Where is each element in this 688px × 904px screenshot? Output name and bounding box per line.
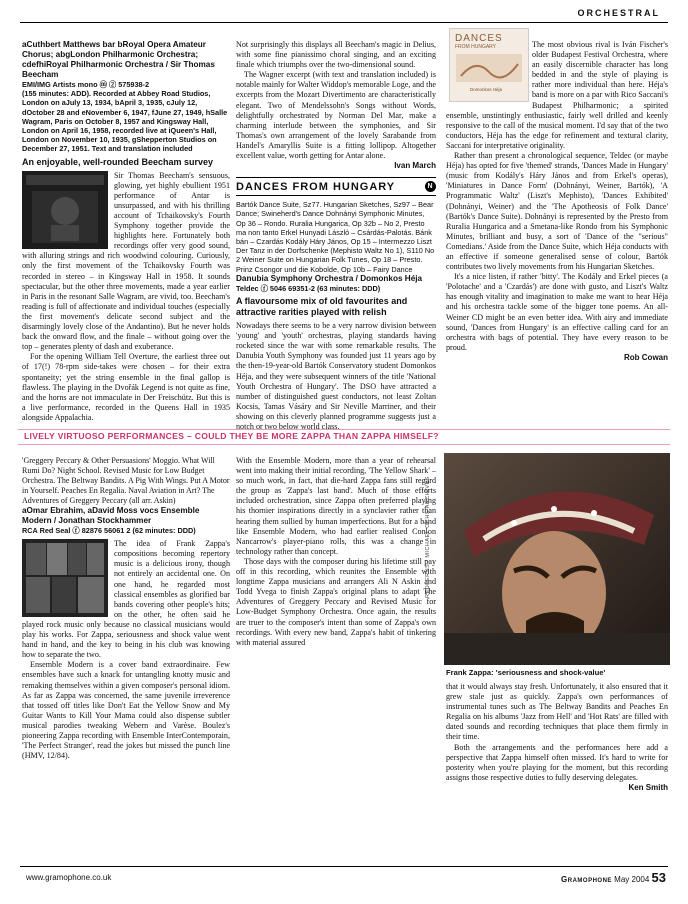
footer-magazine: Gramophone bbox=[561, 875, 612, 884]
dances-title: DANCES FROM HUNGARY bbox=[236, 180, 396, 193]
zappa-para-2a: Ensemble Modern is a cover band extraordinaire. Few ensembles have such a knack for untangling knotty music and remaking themselves within a given composer's personal idiom. As far as Zappa was concerned, the same juvenile irreverence that tossed off titles like Don't Eat the Yellow Snow and My Guitar Wants to Kill Your Mama could also dispense subtler musical parodies tweaking Webern and Varèse. Boulez's pioneering Zappa recording with Ensemble InterContemporain, 'The Perfect Stranger', read the jokes but missed the punch line (HMV, 12/84). bbox=[22, 660, 230, 761]
dances-works: Bartók Dance Suite, Sz77. Hungarian Sketches, Sz97 – Bear Dance; Swineherd's Dance Dohnányi Symphonic Minutes, Op 36 – Rondo. Ruralia Hungarica, Op 32b – No 2, Presto ma non tanto Erkel Hunyadi László – Csárdás-Palotás. Bánk bán – Czardás Kodály Háry János, Op 15 – Intermezzo Liszt Der Tanz in der Dorfschenke (Mephisto Waltz No 1), S110 No 2 Weiner Suite on Hungarian Folk Tunes, Op 18 – Presto. Prinz Csongor und die Kobolde, Op 10b – Fairy Dance bbox=[236, 200, 435, 274]
cover-title: DANCES bbox=[455, 33, 503, 44]
zappa-column-2 bbox=[236, 456, 436, 648]
beecham-album-cover bbox=[22, 171, 108, 249]
top-rule bbox=[20, 22, 668, 23]
zappa-catalogue: RCA Red Seal ⓕ 82876 56061 2 (62 minutes: DDD) bbox=[22, 526, 196, 535]
dances-performers: Danubia Symphony Orchestra / Domonkos Héja bbox=[236, 273, 423, 283]
column-2 bbox=[236, 40, 436, 432]
dances-catalogue: Teldec ⓕ 5046 69351-2 (63 minutes: DDD) bbox=[236, 283, 381, 293]
beecham-para-1: Sir Thomas Beecham's sensuous, glowing, yet highly ebullient 1951 performance of Antar is unsurpassed, and with his thrilling account of Tchaikovsky's Fourth Symphony together provide the highlights here. Fortunately both recordings offer very good sound, with alluring strings and rich woodwind colouring. Curiously, only the first movement of the Tchaikovsky Fourth was recorded in stereo – in Kingsway Hall in 1958. It sounds spectacular, but the other three movements, made a year earlier in Paris in the resonant Salle Wagram, are vivid, too. Beecham's reading is full of affectionate and individual touches (especially the first movement's delicate second subject and the disarmingly lovely close of the Andantino). But he never holds back the onward flow, and the finale – without going over the top – generates plenty of dash and exuberance. bbox=[22, 170, 230, 352]
zappa-para-6: Both the arrangements and the performances here add a perspective that Zappa himself often missed. It's hard to write for posterity when you're playing for the moment, but this recording assigns those respective duties to fully deserving delegates. bbox=[446, 742, 668, 782]
beecham-review bbox=[22, 40, 230, 423]
section-running-head: ORCHESTRAL bbox=[577, 8, 660, 18]
beecham-para-3: Not surprisingly this displays all Beecham's magic in Delius, with some fine pianissimo choral singing, and an exciting finale which triumphs over the two-dimensional sound. bbox=[236, 40, 436, 70]
dances-para-1: Nowadays there seems to be a very narrow division between 'young' and 'youth' orchestras, playing standards having rocketed since the war with some remarkable results. The Danubia Youth Symphony was founded just 11 years ago by the then-19-year-old Bartók Conservatory student Domonkos Héja, and they were subsequent winners of the title 'National Youth Orchestra of Hungary'. The DSO have attracted a number of distinguished guest conductors, not least Zoltan Kocsis, Tamas Vásáry and Sir Neville Marriner, and their showing on this cleverly planned programme suggests just a notch or two below world class. bbox=[236, 321, 436, 431]
dances-para-2: The most obvious rival is Iván Fischer's older Budapest Festival Orchestra, where an easily discernible character has long bedded in and the style of playing is rather more individual than here. Héja's band is more on a par with Rico Saccani's Budapest Philharmonic; a spirited ensemble, unstintingly enthusiastic, fairly well drilled and keenly responsive to the call of the musical moment. I'd say that of the two conductors, Héja has the edge for refinement and textural clarity, Saccani for interpretative originality. bbox=[446, 40, 668, 150]
dances-reviewer: Rob Cowan bbox=[624, 352, 668, 362]
zappa-portrait bbox=[444, 453, 670, 665]
beecham-strapline: An enjoyable, well-rounded Beecham survey bbox=[22, 156, 214, 167]
page-number: 53 bbox=[651, 870, 666, 885]
zappa-para-5: that it would always stay fresh. Unfortunately, it also ensured that it grew stale just as quickly. Zappa's own performances of instrumental tunes such as The Beltway Bandits and Peaches En Regalia on his albums 'Jazz from Hell' and 'Hot Rats' are filled with dated sounds and recording techniques that place them firmly in their time. bbox=[446, 682, 668, 742]
dances-strapline: A flavoursome mix of old favourites and attractive rarities played with relish bbox=[236, 296, 408, 318]
beecham-catalogue: EMI/IMG Artists mono ⓜ ② 575938-2 bbox=[22, 80, 150, 89]
footer-url: www.gramophone.co.uk bbox=[26, 873, 112, 882]
zappa-para-3: With the Ensemble Modern, more than a year of rehearsal went into making their initial recording, 'The Yellow Shark' – so much work, in fact, that die-hard Zappa fans still regard the group as 'Zappa's last band'. Much of those efforts included orchestration, since Zappa often preferred playing his thornier inspirations directly in a synclavier rather than hearing them sullied by human imperfections. But for a band like Ensemble Modern, who had earlier realised Conlon Nancarrow's player-piano rolls, this was a change in technology rather than concept. bbox=[236, 456, 436, 556]
dances-para-3: Rather than present a chronological sequence, Teldec (or maybe Héja) has opted for five 'themed' strands, 'Dances Made in Hungary' (music from Kodály's Háry János and from Erkel's operas), 'Miniatures in Dance Form' (Dohnányi, Weiner, Bartók), 'A Programmatic Waltz' (Liszt's Mephisto), 'Dances Exhibited' (Dohnányi, Weiner) and the 'The Apotheosis of Folk Dance' (Bartók's Dance Suite). Dohnányi is represented by the Presto from Ruralia Hungarica and a Smetana-like Rondo from his Symphonic Minutes, brilliant and busy, a sort of 'Dance of the "serious" Comedians.' Aside from the Dance Suite, which Héja conducts with an effective if someone generalised sense of colour, Bartók contributes two lively movements from his Hungarian Sketches. bbox=[446, 151, 668, 272]
zappa-album-cover bbox=[22, 539, 108, 617]
zappa-works: 'Greggery Peccary & Other Persuasions' Moggio. What Will Rumi Do? Night School. Revised Music for Low Budget Orchestra. The Beltway Bandits. A Pig With Wings. Put A Motor in Yourself. Peaches En Regalia. Naval Aviation in Art? The Adventures of Greggery Peccary (all arr. Askin) bbox=[22, 456, 230, 505]
zappa-performers: aOmar Ebrahim, aDavid Moss vocs Ensemble Modern / Jonathan Stockhammer bbox=[22, 506, 200, 525]
beecham-details: (155 minutes: ADD). Recorded at Abbey Road Studios, London on aJuly 13, 1934, bApril 3, 1935, cJuly 12, dOctober 28 and eNovember 6, 1947, fJune 27, 1949, hSalle Wagram, Paris on October 8, 1957 and Kingsway Hall, London on April 16, 1958, recorded live at iQueen's Hall, London on November 10, 1935, gShepperton Studios on December 27, 1951. Text and translation included bbox=[22, 89, 228, 154]
footer-folio bbox=[561, 870, 666, 885]
dances-para-4: It's a nice listen, if rather 'bitty'. The Kodály and Erkel pieces (a 'Polotache' and a 'Czardás') are done with gusto, and Liszt's Waltz has enough vitality and imagination to make me want to hear Héja and his orchestra tackle some of the bigger tone poems. An all-Weiner CD might be an even better idea. With airy and immediate sound, 'Dances from Hungary' is an effective calling card for an orchestra with bags of potential. They have every reason to be proud. bbox=[446, 272, 668, 352]
beecham-para-2: For the opening William Tell Overture, the earliest three out of 17(!) 78-rpm side-takes were chosen – for their extra spontaneity; yet the string ensemble in the final gallop is flawless. The playing in the Dvořák Legend is not quite as fine, and the horns are not immaculate in Der Freischütz. But this is a live performance, recorded in the Queens Hall in 1935 alongside Appalachia. bbox=[22, 352, 230, 422]
photo-credit: REDFERNS / MICHAEL OCHS ARCHIVES bbox=[425, 476, 431, 598]
cover-subtitle: FROM HUNGARY bbox=[455, 44, 497, 50]
zappa-column-3 bbox=[446, 682, 668, 793]
zappa-photo bbox=[444, 453, 670, 665]
footer-issue: May 2004 bbox=[614, 875, 650, 884]
zappa-para-4: Those days with the composer during his lifetime still pay off in this recording, which reunites the Ensemble with longtime Zappa musicians and arrangers Ali N Askin and Todd Yvega to finish Zappa's original plans to adapt The Adventures of Greggery Peccary and Revised Music for Low-Budget Symphony Orchestra. Once again, the results are truer to the composer's intent than some of Zappa's own recordings. With every new band, Zappa's habit of tinkering with material assured bbox=[236, 556, 436, 647]
n-badge-icon: N bbox=[425, 181, 436, 192]
zappa-banner-text: LIVELY VIRTUOSO PERFORMANCES – COULD THEY BE MORE ZAPPA THAN ZAPPA HIMSELF? bbox=[24, 431, 439, 441]
zappa-para-1: The idea of Frank Zappa's compositions becoming repertory music is a delicious irony, though not entirely an accidental one. On one hand, he regarded most classical ensembles as glorified bar bands covering other people's hits; on the other, he often said he played rock music only because no classical musicians would play his works. For Zappa, seriousness and shock value went hand in hand, and the key to being in his club was knowing how to separate the two. bbox=[22, 539, 230, 660]
beecham-reviewer: Ivan March bbox=[394, 161, 436, 171]
footer-rule bbox=[20, 866, 668, 867]
beecham-header: aCuthbert Matthews bar bRoyal Opera Amateur Chorus; abgLondon Philharmonic Orchestra; cdefhiRoyal Philharmonic Orchestra / Sir Thomas Beecham bbox=[22, 40, 215, 79]
zappa-review bbox=[22, 456, 230, 761]
dances-heading bbox=[236, 177, 436, 196]
beecham-para-4: The Wagner excerpt (with text and translation included) is notable mainly for Walter Widdop's memorable Loge, and the excerpts from the Mozart Divertimento are characteristically elegant. Two of Mendelssohn's Songs without Words, delightfully orchestrated by Norman Del Mar, make a charming interlude between the symphonies, and Sir Thomas's own arrangement of the lovely Sarabande from Handel's Amaryllis Suite is a fitting lollipop. Altogether excellent value, worth getting for Antar alone. bbox=[236, 70, 436, 161]
photo-caption: Frank Zappa: 'seriousness and shock-value' bbox=[446, 668, 606, 677]
column-3 bbox=[446, 40, 668, 363]
zappa-reviewer: Ken Smith bbox=[628, 782, 668, 792]
cover-artist: Domonkos Héja bbox=[470, 87, 503, 92]
